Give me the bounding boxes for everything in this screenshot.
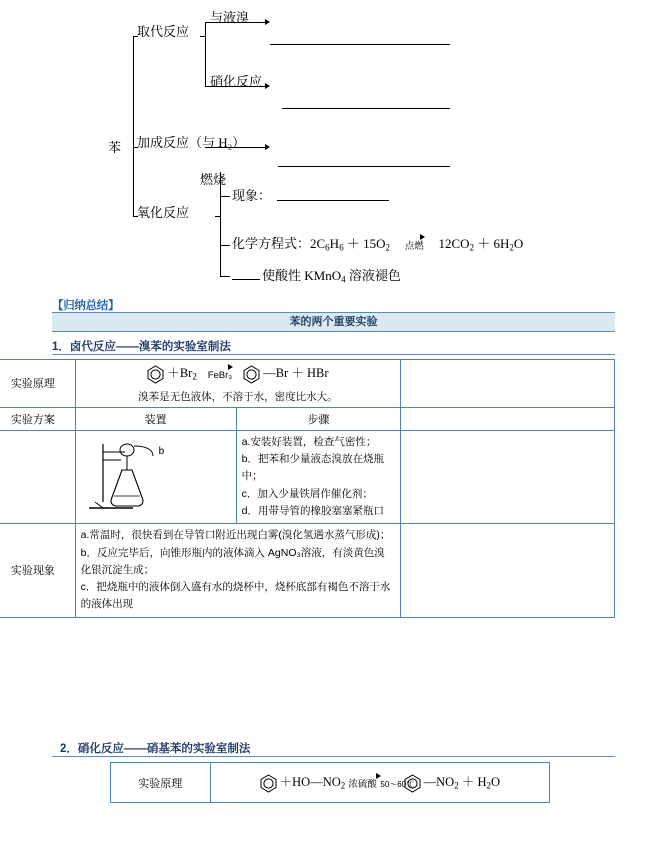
concept-map <box>0 0 667 295</box>
bromobenzene-table <box>0 359 615 618</box>
map-root-label: 苯 <box>108 140 122 155</box>
map-blank-phenomenon <box>277 200 389 201</box>
step-item: c．加入少量铁屑作催化剂； <box>241 487 373 500</box>
map-blank-3 <box>278 166 450 167</box>
phenomenon-item: c．把烧瓶中的液体倒入盛有水的烧杯中，烧杯底部有褐色不溶于水的液体出现 <box>80 581 391 611</box>
map-arrow-head <box>265 19 270 25</box>
table-row <box>0 407 615 430</box>
step-item: b．把苯和少量液态溴放在烧瓶中； <box>241 452 385 483</box>
phenomena-blank-cell <box>401 524 615 618</box>
phenomenon-label-cell: 实验现象 <box>0 524 75 618</box>
device-drawing-cell <box>75 430 236 524</box>
map-sub-liquid-bromine: 与液溴 <box>210 10 250 25</box>
map-branch-oxidation: 氧化反应 <box>137 205 190 220</box>
nitrobenzene-table <box>110 762 550 803</box>
map-branch-addition: 加成反应（与 H₂） <box>137 135 246 150</box>
map-phenomenon-label: 现象： <box>232 188 272 203</box>
map-equation-text: 化学方程式：$2C_6H_6 + 15O_2$ <box>232 236 390 253</box>
section1-rule <box>52 354 615 355</box>
table-row <box>0 360 615 408</box>
table-row <box>0 524 615 618</box>
plan-label-cell: 实验方案 <box>0 407 75 430</box>
map-connector <box>220 245 230 246</box>
benzene-ring-icon <box>404 774 421 793</box>
map-connector <box>220 276 230 277</box>
map-trunk <box>133 36 134 216</box>
principle-label-cell-2: 实验原理 <box>111 763 211 803</box>
summary-tag: 【归纳总结】 <box>52 300 120 312</box>
principle-blank-cell <box>401 360 615 408</box>
summary-banner-title: 苯的两个重要实验 <box>289 316 378 328</box>
map-blank-2 <box>282 108 450 109</box>
map-sub-trunk <box>205 22 206 86</box>
map-blank-4 <box>232 279 260 280</box>
principle-equation-cell <box>75 360 400 408</box>
equation-arrow: 浓硫酸 50～60℃ <box>348 779 415 791</box>
apparatus-drawing <box>81 440 231 514</box>
map-ox-trunk <box>220 172 221 276</box>
map-sub-combustion: 燃烧 <box>200 172 227 187</box>
section1-heading: 1．卤代反应——溴苯的实验室制法 <box>52 341 231 353</box>
section2-rule <box>52 756 615 757</box>
equation-arrow: FeBr₃ <box>207 370 233 382</box>
map-connector <box>133 147 138 148</box>
device-tag-b: b <box>158 445 165 457</box>
plan-blank-cell <box>401 407 615 430</box>
bromobenzene-equation: $+Br_2$ FeBr₃ —Br ＋ HBr <box>81 363 395 384</box>
step-item: d．用带导管的橡胶塞塞紧瓶口 <box>241 504 385 517</box>
map-connector <box>200 36 205 37</box>
table-row <box>111 763 550 803</box>
phenomena-cell <box>75 524 400 618</box>
summary-banner <box>52 312 615 332</box>
benzene-ring-icon <box>243 365 260 384</box>
col-header-device: 装置 <box>75 407 236 430</box>
principle-note: 溴苯是无色液体，不溶于水，密度比水大。 <box>138 390 338 403</box>
plan-blank-cell-2 <box>401 430 615 524</box>
map-equation-arrow: 点燃 <box>404 241 424 253</box>
benzene-ring-icon <box>260 774 277 793</box>
section2-heading: 2．硝化反应——硝基苯的实验室制法 <box>60 743 251 755</box>
benzene-ring-icon <box>147 365 164 384</box>
nitration-equation-cell <box>210 763 549 803</box>
nitrobenzene-equation: $+HO—NO_2$ 浓硫酸 50～60℃ $—NO_2 + H_2O$ <box>216 772 544 793</box>
map-arrow-line <box>205 86 265 87</box>
map-arrow-line <box>205 22 265 23</box>
map-connector <box>133 216 138 217</box>
steps-cell <box>236 430 400 524</box>
map-equation-label: 化学方程式：$2C_6H_6 + 15O_2$ 点燃 $12CO_2 + 6H_2O$ <box>232 236 524 253</box>
plan-rowlabel-cell <box>0 430 75 524</box>
map-sub-nitration: 硝化反应 <box>210 74 263 89</box>
table-row <box>0 430 615 524</box>
map-arrow-head <box>265 83 270 89</box>
apparatus-svg <box>81 440 231 514</box>
map-connector <box>220 196 230 197</box>
map-branch-substitution: 取代反应 <box>137 24 190 39</box>
phenomenon-item: a.常温时，很快看到在导管口附近出现白雾(溴化氢遇水蒸气形成)； <box>80 529 391 542</box>
map-connector <box>133 36 138 37</box>
map-arrow-line <box>205 147 265 148</box>
principle-label-cell: 实验原理 <box>0 360 75 408</box>
map-connector <box>215 216 220 217</box>
phenomenon-item: b．反应完毕后，向锥形瓶内的液体滴入 AgNO₃溶液，有淡黄色溴化银沉淀生成； <box>80 546 385 576</box>
map-blank-1 <box>270 44 450 45</box>
col-header-steps: 步骤 <box>236 407 400 430</box>
map-arrow-head <box>265 144 270 150</box>
map-last-line: 使酸性 KMnO$_4$ 溶液褪色 <box>262 268 401 285</box>
step-item: a.安装好装置，检查气密性； <box>241 435 377 448</box>
